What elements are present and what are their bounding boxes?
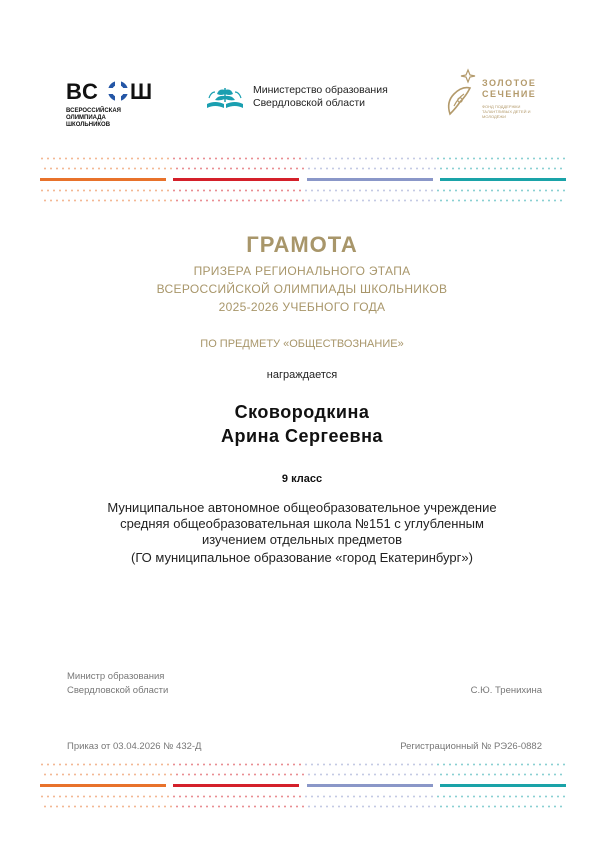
top-dots-row1 <box>40 157 566 160</box>
ministry-logo <box>203 84 388 110</box>
svg-text:ВС: ВС <box>66 80 99 102</box>
golden-section-logo <box>440 66 550 122</box>
bottom-dots-row4 <box>40 805 566 808</box>
orange-bar <box>40 784 166 787</box>
minister-name: С.Ю. Тренихина <box>470 685 542 696</box>
top-color-bars <box>40 178 566 181</box>
red-bar <box>173 784 299 787</box>
top-dots-row4 <box>40 199 566 202</box>
certificate-title: ГРАМОТА <box>246 232 358 257</box>
red-bar <box>173 178 299 181</box>
golden-line2: СЕЧЕНИЕ <box>482 89 537 99</box>
orange-bar <box>40 178 166 181</box>
certificate-subtitle-2: ВСЕРОССИЙСКОЙ ОЛИМПИАДЫ ШКОЛЬНИКОВ <box>156 282 448 296</box>
top-dots-row2 <box>40 167 566 170</box>
teal-bar <box>440 784 566 787</box>
bottom-dots-row1 <box>40 763 566 766</box>
teal-bar <box>440 178 566 181</box>
school-line-4: (ГО муниципальное образование «город Екатеринбург») <box>131 550 473 565</box>
certificate-subtitle-3: 2025-2026 УЧЕБНОГО ГОДА <box>218 300 386 314</box>
golden-section-title <box>482 78 536 100</box>
ministry-line2: Свердловской области <box>253 97 366 109</box>
bottom-color-bars <box>40 784 566 787</box>
ministry-name <box>253 84 388 110</box>
golden-torch-icon <box>440 66 480 122</box>
minister-title-line2: Свердловской области <box>67 685 169 696</box>
golden-section-subtitle: ФОНД ПОДДЕРЖКИ ТАЛАНТЛИВЫХ ДЕТЕЙ И МОЛОДЁЖИ <box>482 104 531 119</box>
school-line-1: Муниципальное автономное общеобразовательное учреждение <box>107 500 497 515</box>
awarded-label: награждается <box>266 369 338 381</box>
subject-line: ПО ПРЕДМЕТУ «ОБЩЕСТВОЗНАНИЕ» <box>200 338 404 350</box>
bottom-dots-row3 <box>40 795 566 798</box>
ministry-line1: Министерство образования <box>253 84 388 96</box>
vsosh-logo-icon <box>66 80 164 102</box>
grade-label: 9 класс <box>281 473 323 485</box>
vsosh-logo <box>66 80 176 129</box>
svg-text:Ш: Ш <box>130 80 154 102</box>
vsosh-subtitle: ВСЕРОССИЙСКАЯ ОЛИМПИАДА ШКОЛЬНИКОВ <box>66 108 121 128</box>
certificate-subtitle-1: ПРИЗЕРА РЕГИОНАЛЬНОГО ЭТАПА <box>193 264 411 278</box>
bottom-dots-row2 <box>40 773 566 776</box>
registration-number: Регистрационный № РЭ26-0882 <box>400 741 542 752</box>
minister-title-line1: Министр образования <box>67 671 165 682</box>
top-dots-row3 <box>40 189 566 192</box>
minister-title <box>67 670 168 698</box>
blue-bar <box>307 178 433 181</box>
school-line-3: изучением отдельных предметов <box>201 532 403 547</box>
order-number: Приказ от 03.04.2026 № 432-Д <box>67 741 202 752</box>
golden-line1: ЗОЛОТОЕ <box>482 78 537 88</box>
vsosh-logo-mark <box>66 80 176 106</box>
recipient-given-names: Арина Сергеевна <box>221 426 383 446</box>
blue-bar <box>307 784 433 787</box>
recipient-surname: Сковородкина <box>234 402 370 422</box>
book-leaf-icon <box>203 84 247 110</box>
school-line-2: средняя общеобразовательная школа №151 с углубленным <box>120 516 484 531</box>
